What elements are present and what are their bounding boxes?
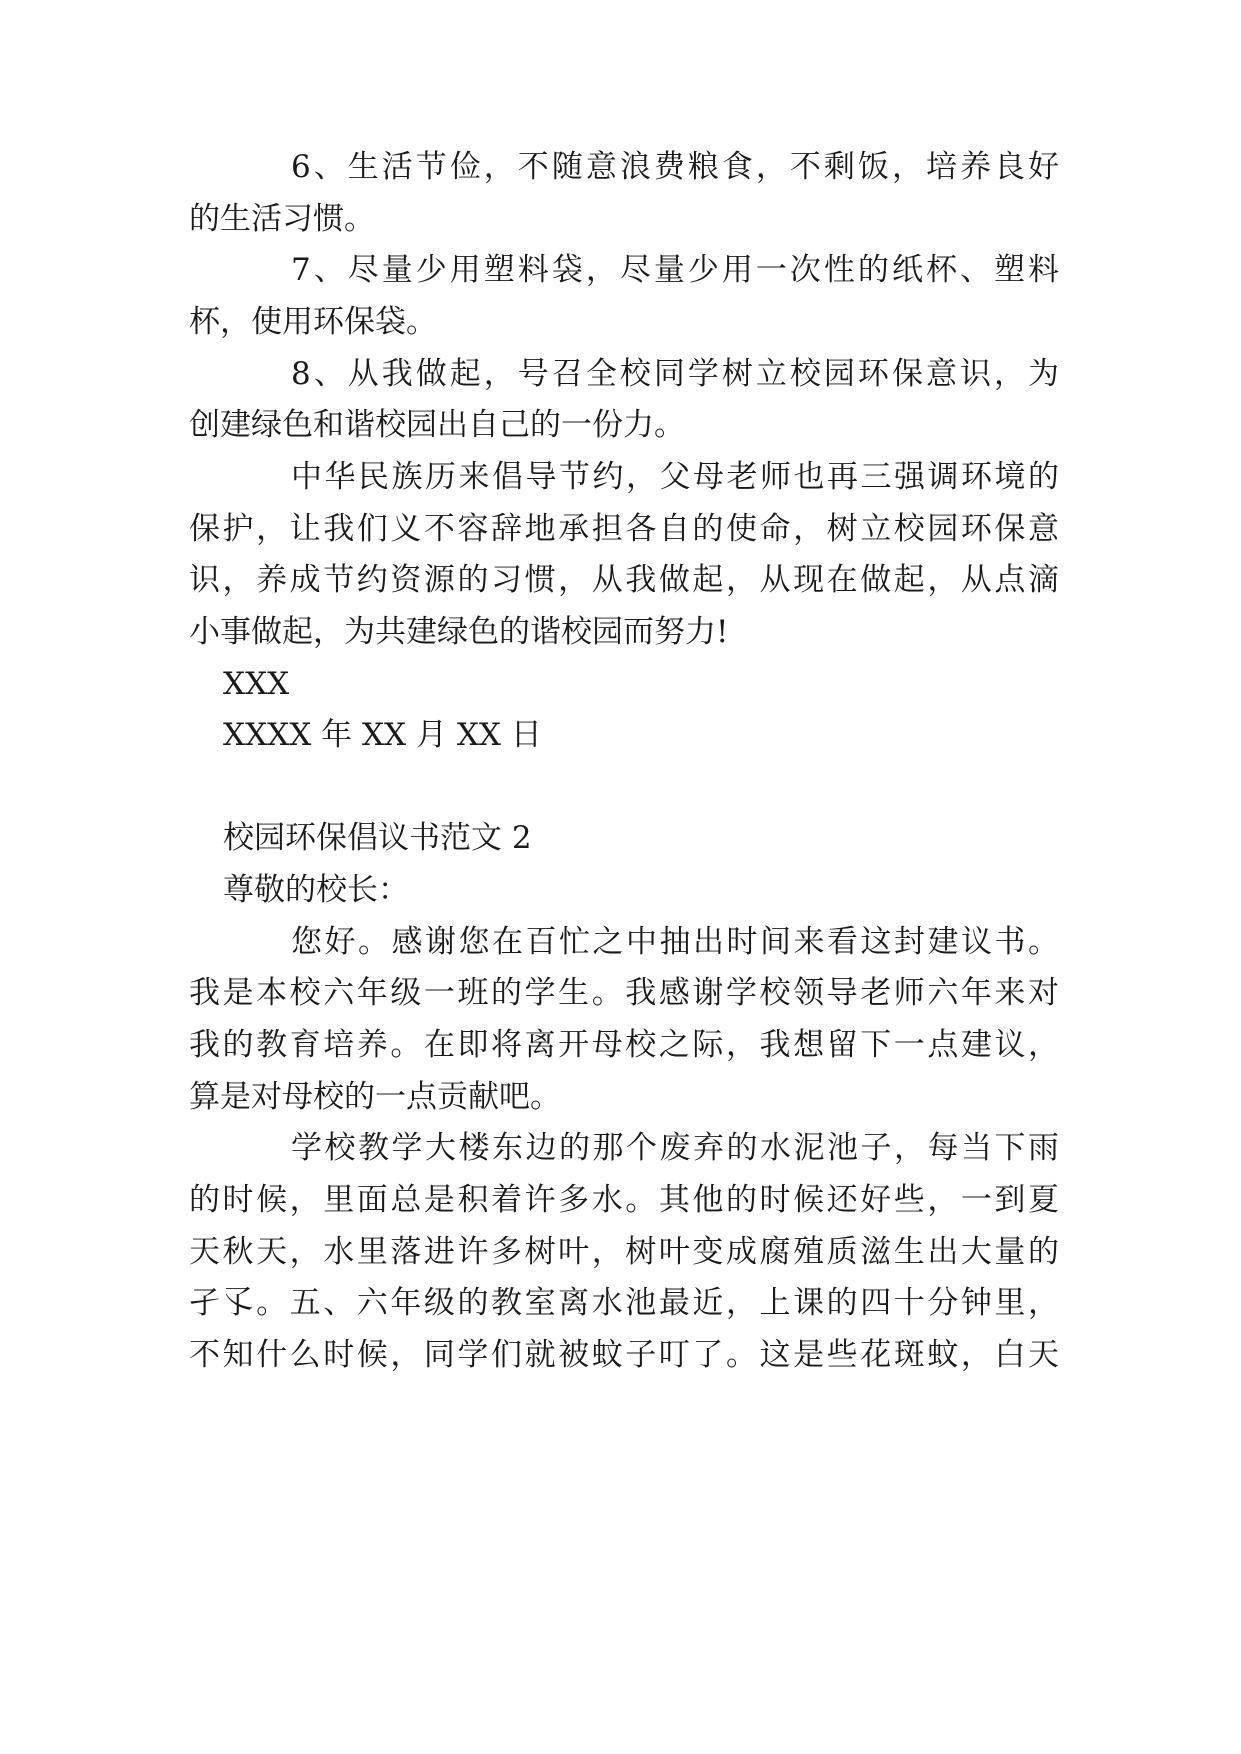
paragraph-line: 小事做起，为共建绿色的谐校园而努力!	[189, 614, 729, 650]
signature-date: XXXX 年 XX 月 XX 日	[223, 717, 542, 753]
paragraph-line: 我是本校六年级一班的学生。我感谢学校领导老师六年来对	[189, 975, 1059, 1011]
paragraph-line: 8、从我做起，号召全校同学树立校园环保意识，为	[291, 356, 1059, 392]
paragraph-line: 不知什么时候，同学们就被蚊子叮了。这是些花斑蚊，白天	[189, 1337, 1059, 1373]
paragraph-line: 7、尽量少用塑料袋，尽量少用一次性的纸杯、塑料	[291, 252, 1059, 288]
paragraph-line: 6、生活节俭，不随意浪费粮食，不剩饭，培养良好	[291, 149, 1059, 185]
paragraph-line: 的生活习惯。	[189, 201, 375, 237]
section-title: 校园环保倡议书范文 2	[223, 820, 532, 856]
salutation: 尊敬的校长：	[223, 872, 409, 908]
paragraph-line: 创建绿色和谐校园出自己的一份力。	[189, 407, 685, 443]
paragraph-line: 的时候，里面总是积着许多水。其他的时候还好些，一到夏	[189, 1182, 1059, 1218]
paragraph-line: 杯，使用环保袋。	[189, 304, 437, 340]
paragraph-line: 您好。感谢您在百忙之中抽出时间来看这封建议书。	[291, 924, 1059, 960]
paragraph-line: 我的教育培养。在即将离开母校之际，我想留下一点建议，	[189, 1027, 1059, 1063]
signature-name: XXX	[223, 666, 290, 702]
paragraph-line: 天秋天，水里落进许多树叶，树叶变成腐殖质滋生出大量的	[189, 1234, 1059, 1270]
paragraph-line: 识，养成节约资源的习惯，从我做起，从现在做起，从点滴	[189, 562, 1059, 598]
paragraph-line: 学校教学大楼东边的那个废弃的水泥池子，每当下雨	[291, 1130, 1059, 1166]
paragraph-line: 算是对母校的一点贡献吧。	[189, 1079, 561, 1115]
paragraph-line: 孑孓。五、六年级的教室离水池最近，上课的四十分钟里，	[189, 1285, 1059, 1321]
paragraph-line: 中华民族历来倡导节约，父母老师也再三强调环境的	[291, 459, 1059, 495]
paragraph-line: 保护，让我们义不容辞地承担各自的使命，树立校园环保意	[189, 511, 1059, 547]
